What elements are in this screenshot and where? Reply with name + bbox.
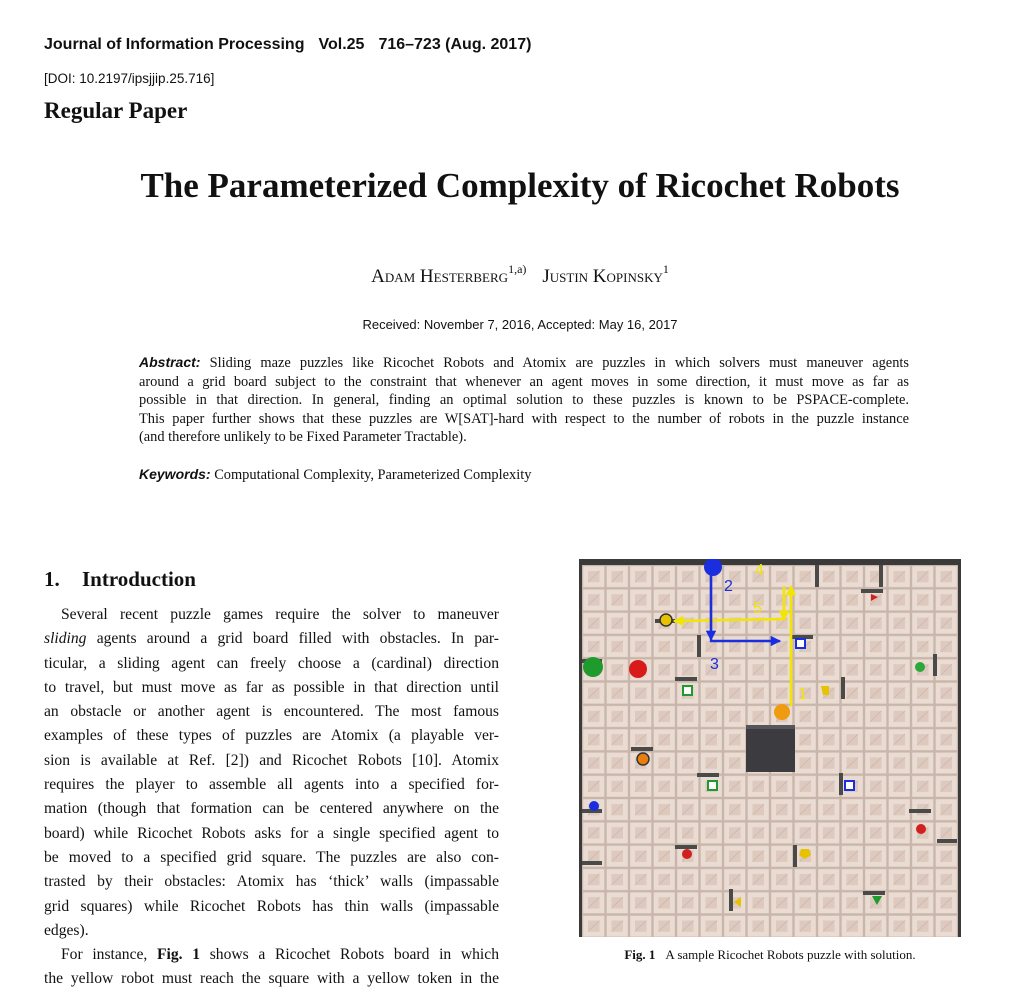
robot-green [583, 657, 603, 677]
journal-name: Journal of Information Processing [44, 36, 305, 53]
journal-header [44, 36, 531, 54]
body-line: grid squares) while Ricochet Robots has thin walls (impassable [44, 897, 499, 915]
body-line: ticular, a sliding agent can freely choose a (cardinal) direction [44, 654, 499, 672]
path-label-5: 5 [753, 600, 762, 617]
token-red-target [682, 849, 692, 859]
body-line: requires the player to assemble all agents into a specified for- [44, 776, 499, 794]
abstract-line: This paper further shows that these puzzles are W[SAT]-hard with respect to the number of robots in the puzzle instance [139, 410, 909, 427]
path-label-2: 2 [724, 578, 733, 595]
ricochet-robots-board-figure [579, 559, 961, 937]
abstract [139, 353, 909, 447]
journal-pages-date: 716–723 (Aug. 2017) [378, 36, 532, 53]
body-line: examples of these types of puzzles are Atomix (a playable ver- [44, 727, 499, 745]
journal-volume: Vol.25 [318, 36, 365, 53]
path-label-3: 3 [710, 656, 719, 673]
center-block [746, 725, 795, 772]
section-title: Introduction [82, 567, 196, 591]
body-line: sion is available at Ref. [2]) and Ricochet Robots [10]. Atomix [44, 751, 499, 769]
paper-title: The Parameterized Complexity of Ricochet Robots [140, 166, 900, 205]
figure-caption-text: A sample Ricochet Robots puzzle with solution. [665, 947, 916, 962]
body-line: trasted by their obstacles: Atomix has ‘thick’ walls (impassable [44, 873, 499, 891]
body-line: For instance, Fig. 1 shows a Ricochet Robots board in which [61, 946, 499, 964]
token-blue-square [796, 639, 805, 648]
body-line: the yellow robot must reach the square with a yellow token in the [44, 970, 499, 988]
figure-caption [579, 947, 961, 963]
token-red-circle [916, 824, 926, 834]
token-yellow-circle [660, 614, 672, 626]
body-line: Several recent puzzle games require the solver to maneuver [61, 606, 499, 623]
abstract-line: around a grid board subject to the constraint that whenever an agent moves in some direction, it must move as far as [139, 373, 909, 390]
author-name: Justin Kopinsky [542, 266, 663, 287]
abstract-line: possible in that direction. In general, finding an optimal solution to these puzzles is known to be PSPACE-complete. [139, 392, 909, 408]
body-line: mation (though that formation can be centered anywhere on the [44, 800, 499, 818]
figure-reference[interactable]: Fig. 1 [157, 946, 201, 964]
body-line: board) while Ricochet Robots asks for a single specified agent to [44, 824, 499, 842]
author-list [0, 262, 1020, 288]
author-affiliation: 1,a) [508, 262, 527, 276]
author-affiliation: 1 [662, 262, 669, 276]
token-orange-circle [637, 753, 649, 765]
body-line: an obstacle or another agent is encountered. The most famous [44, 703, 499, 721]
body-text [44, 603, 499, 992]
received-accepted-dates: Received: November 7, 2016, Accepted: May 16, 2017 [362, 317, 678, 332]
token-green-square-2 [708, 781, 717, 790]
token-green-square [683, 686, 692, 695]
keywords [139, 466, 531, 484]
token-blue-circle [589, 801, 599, 811]
section-heading [44, 567, 196, 592]
robot-yellow [774, 704, 790, 720]
author-name: Adam Hesterberg [371, 266, 509, 287]
keywords-label: Keywords: [139, 466, 211, 482]
body-line: sliding agents around a grid board filled with obstacles. In par- [44, 630, 499, 648]
abstract-label: Abstract: [139, 354, 201, 370]
keywords-text: Computational Complexity, Parameterized Complexity [214, 467, 532, 483]
path-label-4: 4 [755, 562, 764, 579]
abstract-line: (and therefore unlikely to be Fixed Parameter Tractable). [139, 429, 467, 445]
emphasis: sliding [44, 630, 87, 648]
token-blue-square-2 [845, 781, 854, 790]
abstract-line: Abstract: Sliding maze puzzles like Ricochet Robots and Atomix are puzzles in which solvers must maneuver agents [139, 354, 909, 371]
body-line: be moved to a specified grid square. The puzzles are also con- [44, 848, 499, 866]
path-label-1: 1 [798, 686, 807, 703]
body-line: to travel, but must move as far as possible in that direction until [44, 678, 499, 696]
token-green-circle [915, 662, 925, 672]
robot-red [629, 660, 647, 678]
doi[interactable]: [DOI: 10.2197/ipsjjip.25.716] [44, 71, 215, 86]
paper-type: Regular Paper [44, 98, 188, 123]
section-number: 1. [44, 567, 60, 591]
figure-label: Fig. 1 [624, 947, 656, 962]
body-line: edges). [44, 921, 89, 939]
